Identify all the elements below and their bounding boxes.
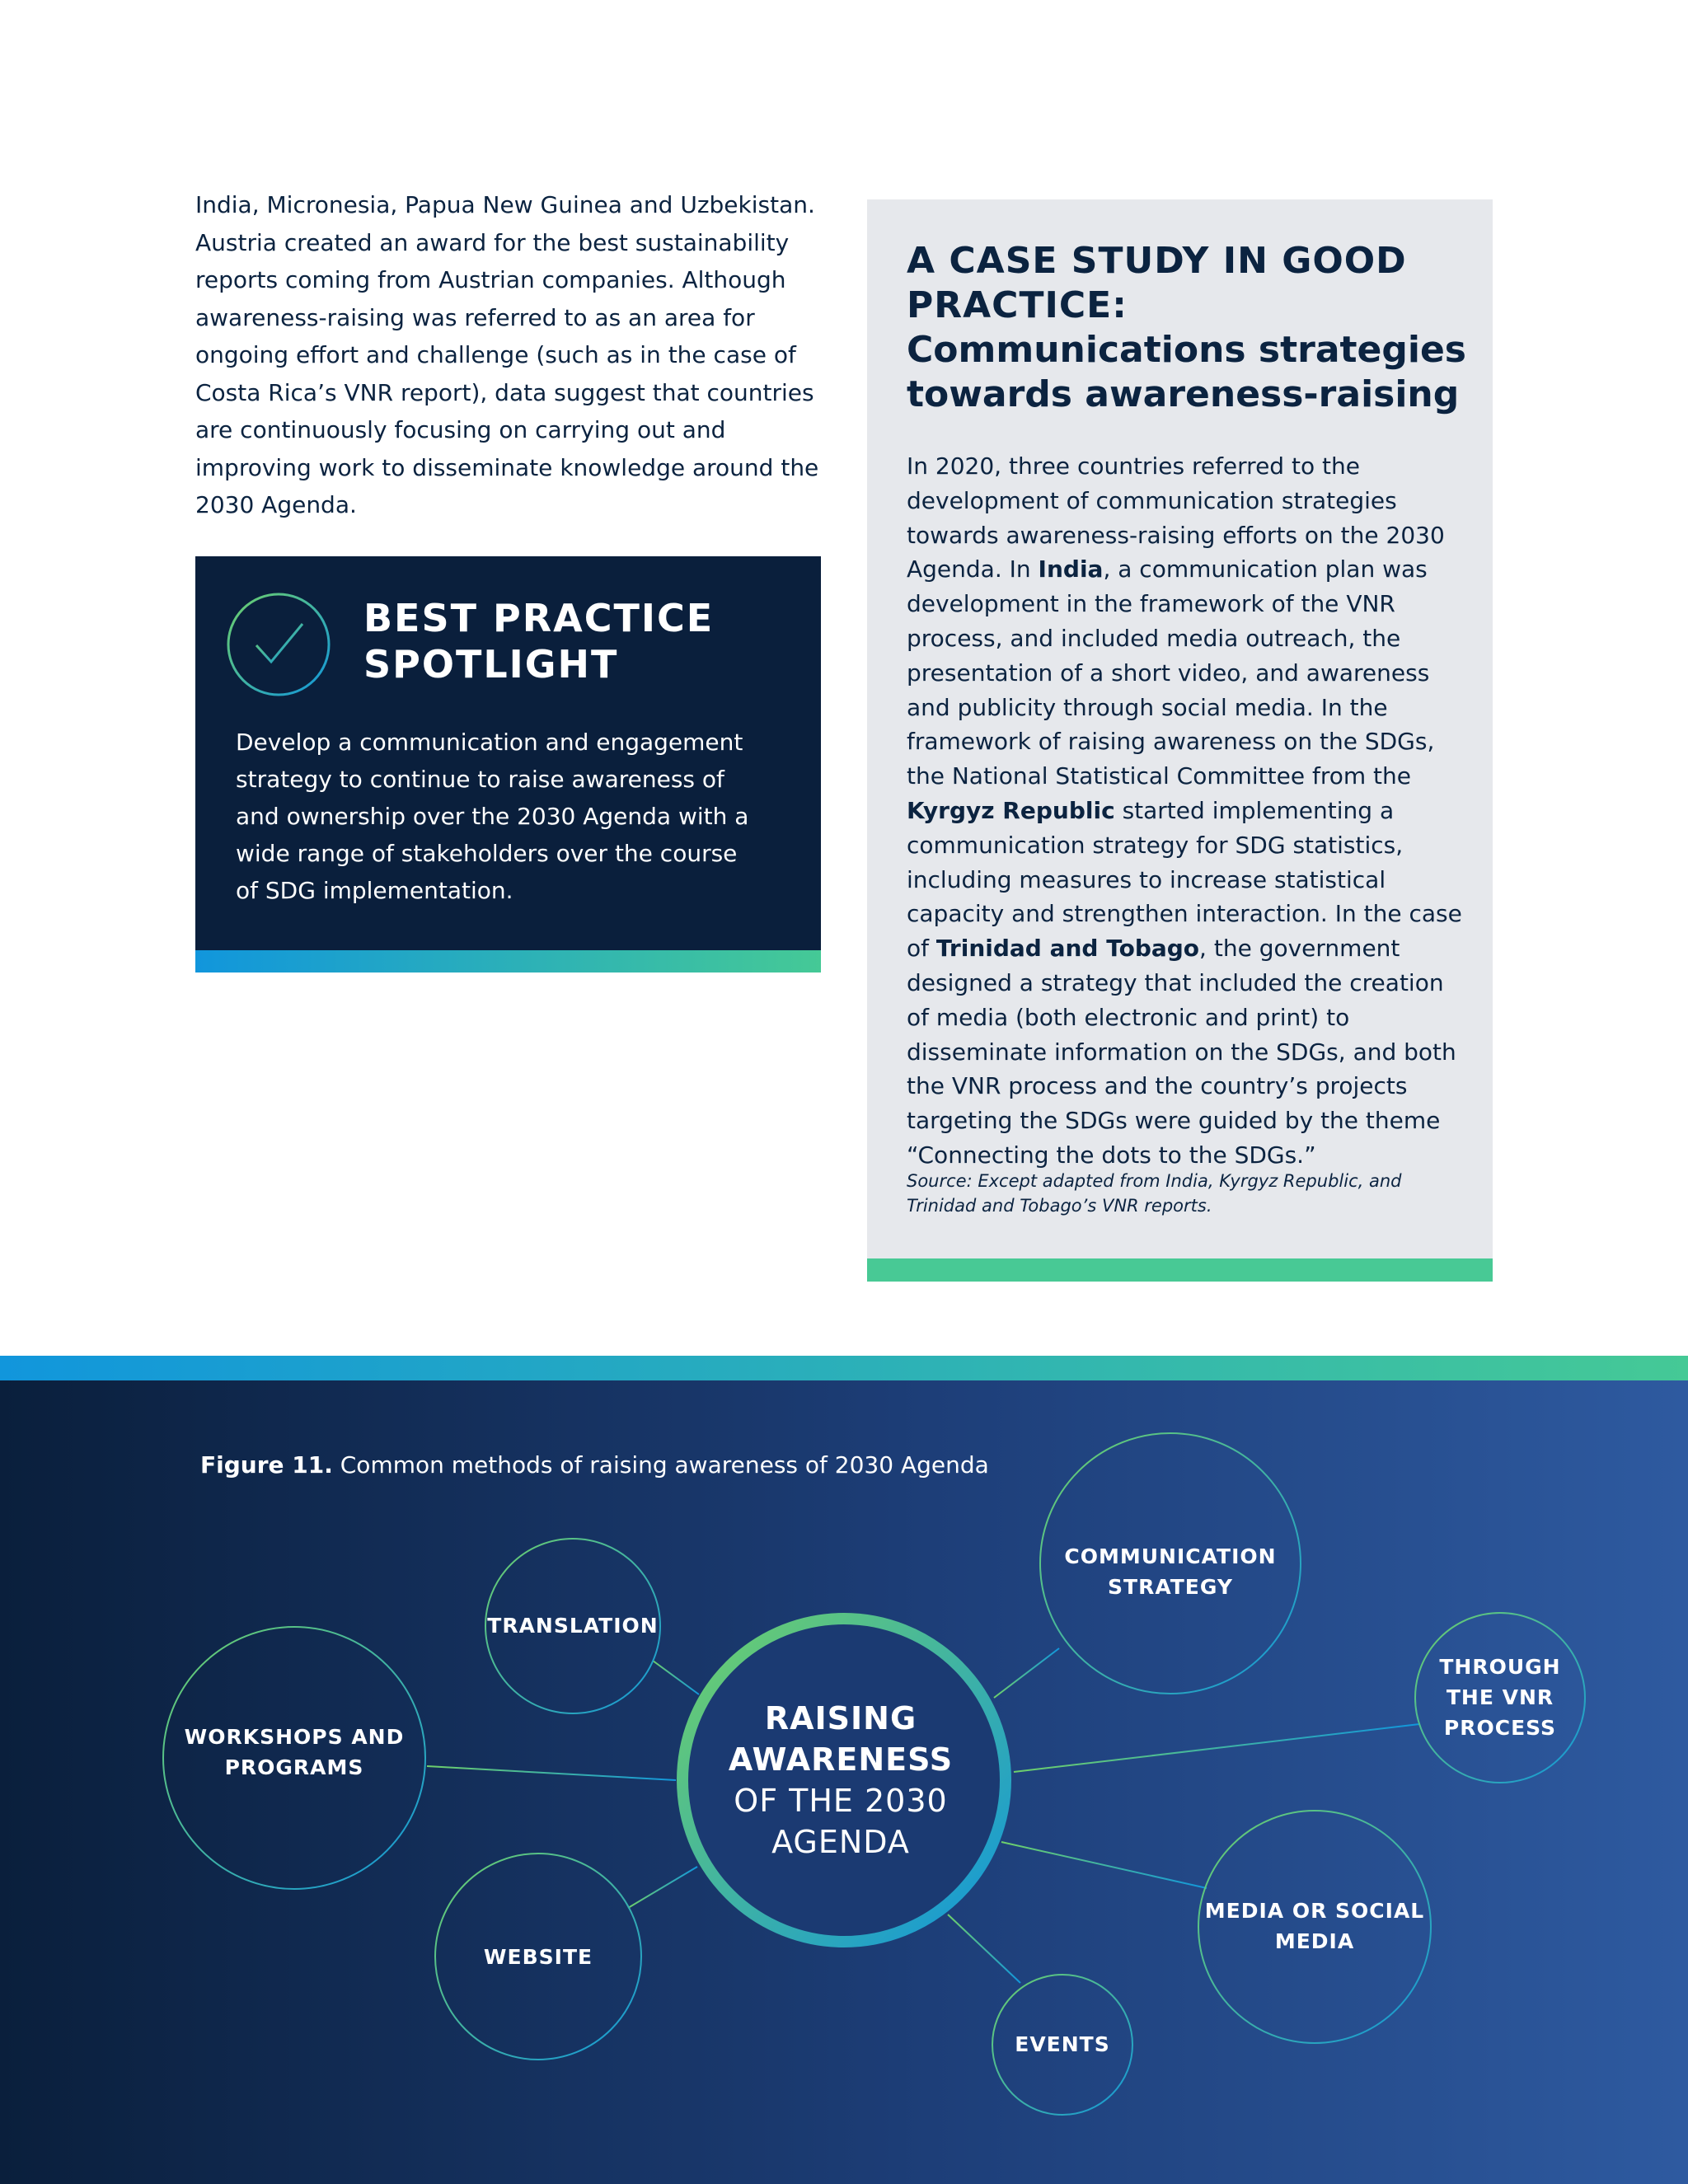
- connector-website: [628, 1867, 697, 1908]
- case-body-part1: In 2020, three countries referred to the development of communication strategies towards awareness-raising efforts on the 2030 Agenda. In: [907, 452, 1445, 583]
- case-body-part4: , the government designed a strategy that included the creation of media (both electronic and print) to disseminate information on the SDGs, and both the VNR process and the country’s projects targeting the SDGs were guided by the theme “Connecting the dots to the SDGs.”: [907, 935, 1456, 1169]
- node-website-text: WEBSITE: [483, 1945, 593, 1969]
- case-body-part2: , a communication plan was development in the framework of the VNR process, and included media outreach, the presentation of a short video, and awareness and publicity through social media. In the framework of raising awareness on the SDGs, the National Statistical Committee from the: [907, 555, 1435, 790]
- connector-media: [1001, 1842, 1207, 1888]
- node-media-line2: MEDIA: [1274, 1929, 1355, 1953]
- case-study-title: [907, 239, 1467, 417]
- case-study-body: [907, 449, 1467, 1173]
- center-label: [709, 1698, 973, 1863]
- connector-events: [948, 1915, 1020, 1983]
- connector-communication: [994, 1648, 1059, 1698]
- figure-caption: [200, 1449, 989, 1482]
- case-study-title-bold: A CASE STUDY IN GOOD PRACTICE:: [907, 240, 1407, 326]
- node-website-label: [415, 1942, 662, 1972]
- intro-paragraph: India, Micronesia, Papua New Guinea and Uzbekistan. Austria created an award for the best sustainability reports coming from Austrian companies. Although awareness-raising was referred to as an area for ongoing effort and challenge (such as in the case of Costa Rica’s VNR report), data suggest that countries are continuously focusing on carrying out and improving work to disseminate knowledge around the 2030 Agenda.: [195, 191, 819, 518]
- node-media-label: [1191, 1896, 1438, 1957]
- node-media-line1: MEDIA OR SOCIAL: [1204, 1899, 1425, 1923]
- center-line2: AWARENESS: [728, 1741, 954, 1778]
- best-practice-title-line2: SPOTLIGHT: [363, 642, 619, 687]
- figure-caption-text: Common methods of raising awareness of 2030 Agenda: [332, 1451, 989, 1479]
- case-study-box: [867, 199, 1493, 1282]
- best-practice-gradient-bar: [195, 950, 821, 972]
- node-communication-line2: STRATEGY: [1108, 1575, 1233, 1599]
- best-practice-box: [195, 556, 821, 972]
- node-communication-label: [1047, 1541, 1294, 1602]
- check-circle-icon: [225, 591, 332, 698]
- node-communication-line1: COMMUNICATION: [1064, 1544, 1277, 1568]
- best-practice-title-line1: BEST PRACTICE: [363, 596, 715, 640]
- node-translation-label: [449, 1610, 696, 1641]
- node-vnr-label: [1401, 1652, 1599, 1743]
- node-vnr-line1: THROUGH: [1439, 1655, 1561, 1679]
- case-body-kyrgyz: Kyrgyz Republic: [907, 796, 1115, 824]
- node-vnr-line3: PROCESS: [1443, 1716, 1557, 1740]
- connector-translation: [653, 1661, 699, 1694]
- best-practice-title: [363, 595, 792, 687]
- case-study-source: Source: Except adapted from India, Kyrgyz Republic, and Trinidad and Tobago’s VNR reports.: [907, 1171, 1402, 1216]
- node-vnr-line2: THE VNR: [1446, 1685, 1554, 1709]
- node-translation-text: TRANSLATION: [487, 1614, 659, 1638]
- figure-gradient-bar: [0, 1356, 1688, 1380]
- case-study-green-bar: [867, 1258, 1493, 1282]
- connector-workshops: [427, 1766, 676, 1780]
- case-body-part3: started implementing a communication strategy for SDG statistics, including measures to increase statistical capacity and strengthen interaction. In the case of: [907, 796, 1462, 963]
- node-events-label: [939, 2029, 1186, 2060]
- node-workshops-label: [171, 1722, 418, 1783]
- center-line3: OF THE 2030: [734, 1783, 948, 1819]
- center-line4: AGENDA: [771, 1824, 910, 1860]
- node-workshops-line2: PROGRAMS: [224, 1755, 364, 1779]
- case-body-trinidad: Trinidad and Tobago: [935, 935, 1200, 963]
- figure-label: Figure 11.: [200, 1451, 333, 1479]
- best-practice-text: Develop a communication and engagement strategy to continue to raise awareness of and ownership over the 2030 Agenda with a wide range of stakeholders over the course of SDG implementation.: [236, 729, 749, 904]
- connector-vnr: [1014, 1724, 1419, 1772]
- center-line1: RAISING: [764, 1700, 917, 1736]
- case-study-title-rest: Communications strategies towards awareness-raising: [907, 329, 1466, 415]
- node-events-text: EVENTS: [1015, 2032, 1110, 2056]
- node-workshops-line1: WORKSHOPS AND: [184, 1725, 405, 1749]
- case-body-india: India: [1038, 555, 1104, 583]
